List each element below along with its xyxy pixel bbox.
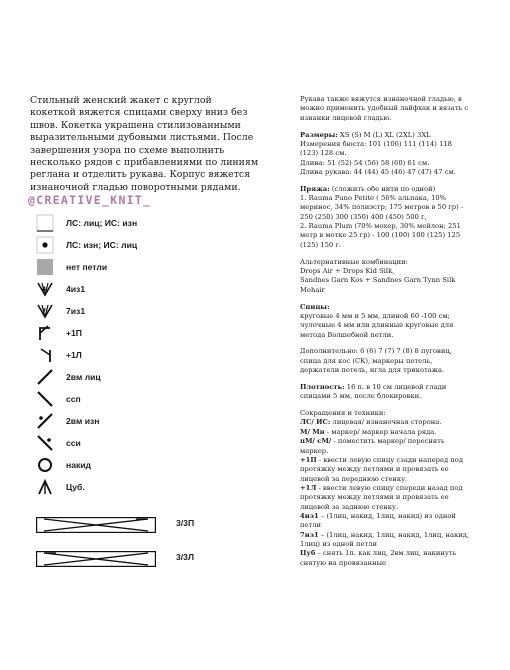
abbr-item [300, 456, 472, 484]
legend-label: накид [66, 460, 92, 470]
legend-label: ЛС: лиц; ИС: изн [66, 218, 138, 228]
legend-item-4from1 [36, 280, 256, 298]
abbr-text: лицевая/ изнаночная сторона. [330, 418, 442, 427]
ssp-icon [36, 434, 54, 452]
legend-label: Цуб. [66, 482, 85, 492]
legend-label: 2вм лиц [66, 372, 101, 382]
p2tog-icon [36, 412, 54, 430]
legend-item-cdd [36, 478, 256, 496]
legend-label: 3/3П [176, 518, 195, 528]
length-measure: Длина: 51 (52) 54 (56) 58 (60) 61 см. [300, 158, 430, 167]
abbr-text: – (1лиц, накид, 1лиц, накид) из одной петли [300, 511, 456, 530]
yarn-label: Пряжа: [300, 184, 330, 193]
k2tog-icon [36, 368, 54, 386]
empty-box-icon [36, 214, 54, 232]
legend-label: нет петли [66, 262, 108, 272]
legend-item-7from1 [36, 302, 256, 320]
abbr-item [300, 484, 472, 512]
four-together-icon [36, 280, 54, 298]
legend-item-ssk [36, 390, 256, 408]
abbr-term: +1П [300, 455, 317, 464]
legend-item-no-stitch [36, 258, 256, 276]
abbr-text: - поместить маркер/ переснять маркер. [300, 437, 445, 455]
sleeves-text: Рукава также вяжутся изнаночной гладью, в можно применить удобный лайфхак и вязать с изнанки лицевой гладью. [300, 95, 469, 122]
abbr-item [300, 512, 472, 531]
abbr-text: - ввести левую спицу спереди назад под протяжку между петлями и провязать ее лицевой за заднюю стенку. [300, 483, 463, 511]
needles-label: Спицы: [300, 302, 330, 311]
sleeve-length-measure: Длина рукава: 44 (44) 45 (46) 47 (47) 47 см. [300, 167, 456, 176]
abbr-term: Цуб [300, 549, 316, 558]
legend-item-yarn-over [36, 456, 256, 474]
legend-item-m1l [36, 346, 256, 364]
watermark: @CREATIVE_KNIT_ [28, 193, 152, 207]
legend-item-cable-left [36, 548, 236, 570]
legend-label: сси [66, 438, 81, 448]
svg-text:7: 7 [42, 308, 47, 315]
increase-left-icon [36, 346, 54, 364]
seven-from-one-icon [36, 302, 54, 320]
yarn-over-icon [36, 456, 54, 474]
cable-left-icon [36, 551, 156, 567]
abbr-term: 4из1 [300, 511, 319, 520]
alt-2: Sandnes Garn Kos + Sandnes Garn Tynn Silk Mohair [300, 276, 456, 294]
sizes-label: Размеры: [300, 130, 338, 139]
abbr-title: Сокращения и техники: [300, 409, 386, 418]
legend-label: 7из1 [66, 306, 86, 316]
abbr-item [300, 418, 472, 427]
abbr-term: ЛС/ ИС: [300, 418, 331, 427]
alt-title: Альтернативные комбинации: [300, 257, 408, 266]
bust-measure: Измерения бюста: 101 (106) 111 (114) 118 (123) 128 см. [300, 139, 452, 158]
yarn-heading [300, 185, 472, 194]
extra-text: Дополнительно: 6 (6) 7 (7) 7 (8) 8 пуговиц, спица для кос (СК), маркеры петель, держатели петель, игла для трикотажа. [300, 347, 452, 375]
needles-text: круговые 4 мм и 5 мм, длиной 60 -100 см; чулочные 4 мм или длинные круговые для метода Волшебной петли. [300, 311, 454, 339]
dot-box-icon [36, 236, 54, 254]
yarn-1: 1. Rauma Puno Petite ( 56% альпака, 10% меринос, 34% полиэстр; 175 метров в 50 гр) - 250 (250) 300 (350) 400 (450) 500 г, [300, 194, 464, 221]
density-text: 16 п. в 10 см лицевой глади спицами 5 мм, после блокировки. [300, 382, 447, 401]
legend-item-p2tog [36, 412, 256, 430]
abbr-item [300, 437, 472, 456]
legend-label: ссп [66, 394, 81, 404]
ssk-icon [36, 390, 54, 408]
sizes-value: XS (S) M (L) XL (2XL) 3XL [337, 130, 431, 139]
legend-label: +1П [66, 328, 82, 338]
gray-box-icon [36, 258, 54, 276]
sizes [300, 131, 472, 140]
legend-label: 3/3Л [176, 552, 194, 562]
alt-1: Drops Air + Drops Kid Silk, [300, 267, 395, 275]
legend-item-purl [36, 236, 256, 254]
legend-label: 2вм изн [66, 416, 100, 426]
yarn-2: 2. Rauma Plum (70% мохер, 30% мейлон; 251 метр в мотке 25 гр) - 100 (100) 100 (125) 125 (125) 150 г. [300, 222, 461, 249]
abbr-text: – снять 1п. как лиц, 2вм лиц, накинуть снятую на провязанные [300, 549, 457, 567]
abbr-text: - ввести левую спицу сзади наперед под протяжку между петлями и провязать ее лицевой за переднюю стенку. [300, 455, 464, 483]
abbr-item [300, 531, 472, 550]
abbr-item [300, 549, 472, 568]
legend-item-m1r [36, 324, 256, 342]
pattern-details [300, 95, 472, 568]
abbr-term: 7из1 [300, 530, 319, 539]
increase-right-icon [36, 324, 54, 342]
abbr-term: М/ Мн [300, 427, 325, 436]
legend-label: 4из1 [66, 284, 86, 294]
density [300, 383, 472, 402]
density-label: Плотность: [300, 382, 345, 391]
svg-text:4: 4 [42, 286, 47, 293]
needles-heading [300, 303, 472, 312]
abbr-text: – (1лиц, накид, 1лиц, накид, 1лиц, накид, 1лиц) из одной петли [300, 530, 470, 548]
abbr-text: - маркер/ маркер начала ряда. [324, 427, 437, 436]
legend-item-ssp [36, 434, 256, 452]
central-double-decrease-icon [36, 478, 54, 496]
intro-text: Стильный женский жакет с круглой кокеткой вяжется спицами сверху вниз без швов. Кокетка украшена стилизованными выразительными дубовыми листьями. После завершения узора по схеме выполнить несколько рядов с прибавлениями по линиям реглана и отделить рукава. Корпус вяжется изнаночной гладью поворотными рядами. [30, 95, 259, 193]
legend-item-cable-right [36, 514, 236, 536]
legend-item-k2tog [36, 368, 256, 386]
legend-item-knit [36, 214, 256, 232]
legend-label: +1Л [66, 350, 82, 360]
yarn-note: (сложить обе нити по одной) [329, 184, 436, 193]
abbr-term: пМ/ сМ/ [300, 437, 332, 446]
abbr-item [300, 428, 472, 437]
legend-label: ЛС: изн; ИС: лиц [66, 240, 138, 250]
abbr-term: +1Л [300, 483, 317, 492]
cable-right-icon [36, 517, 156, 533]
